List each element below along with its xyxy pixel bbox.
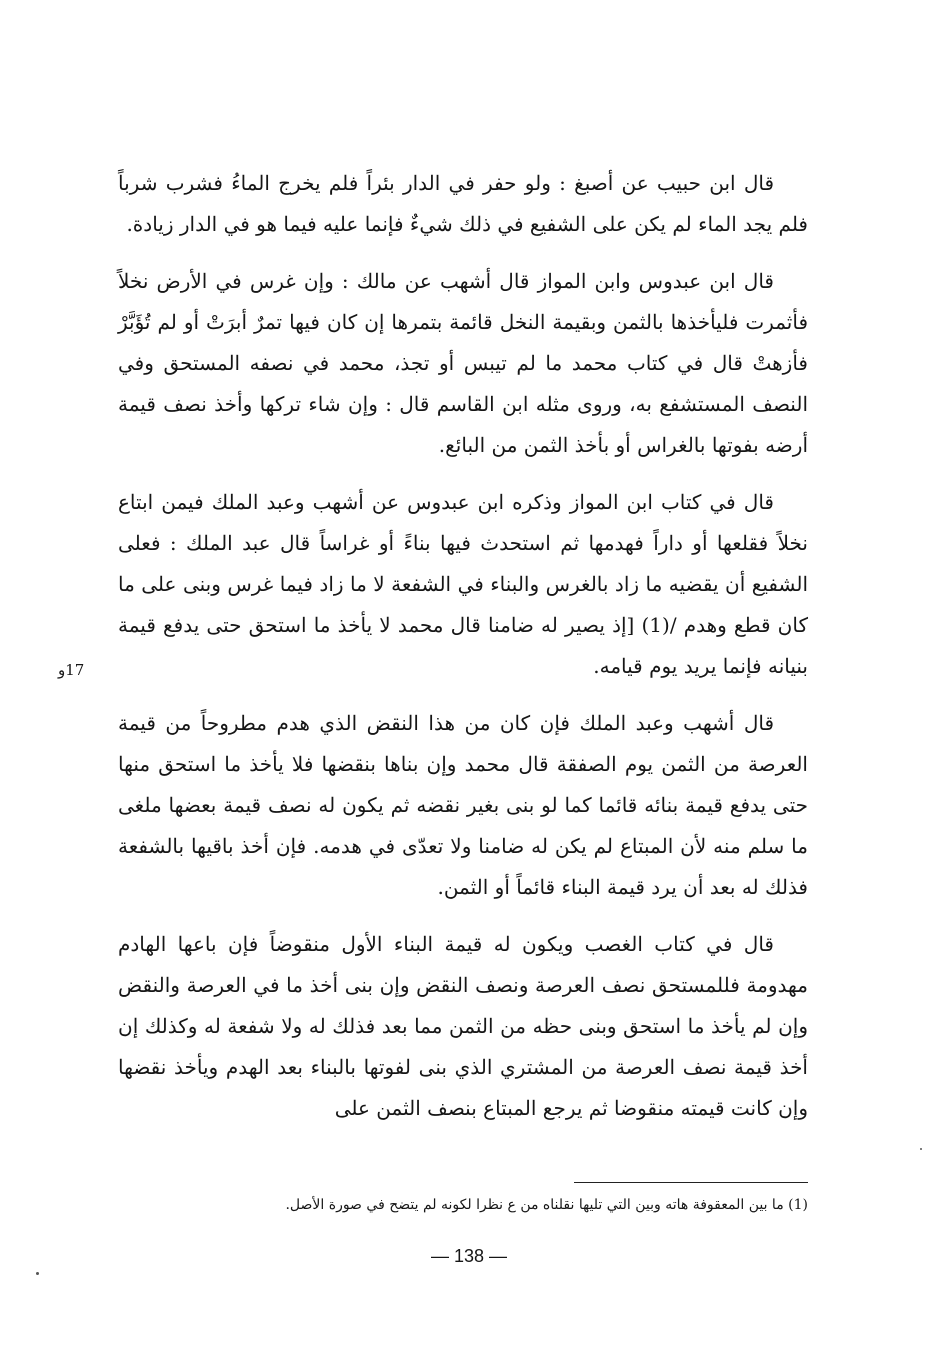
paragraph-5: قال في كتاب الغصب ويكون له قيمة البناء الأول منقوضاً فإن باعها الهادم مهدومة فللمستحق نصف العرصة ونصف النقض وإن بنى أخذ ما في العرصة والنقض وإن لم يأخذ ما استحق وبنى حظه من الثمن مما بعد فذلك له ولا شفعة له وكذلك إن أخذ قيمة نصف العرصة من المشتري الذي بنى لفوتها بالبناء بعد الهدم ويأخذ نقضها وإن كانت قيمته منقوضا ثم يرجع المبتاع بنصف الثمن على — [118, 932, 808, 1120]
body-text — [118, 163, 808, 1129]
scan-speck — [36, 1272, 39, 1275]
footnote-divider — [574, 1182, 808, 1183]
paragraph-1: قال ابن حبيب عن أصبغ : ولو حفر في الدار بئراً فلم يخرج الماءُ فشرب شرباً فلم يجد الماء لم يكن على الشفيع في ذلك شيءٌ فإنما عليه فيما هو في الدار زيادة. — [118, 171, 808, 236]
footnote: (1) ما بين المعقوفة هاته وبين التي تليها نقلناه من ع نظرا لكونه لم يتضح في صورة الأصل. — [285, 1197, 808, 1213]
paragraph-2: قال ابن عبدوس وابن المواز قال أشهب عن مالك : وإن غرس في الأرض نخلاً فأثمرت فليأخذها بالثمن وبقيمة النخل قائمة بتمرها إن كان فيها تمرٌ أبرَتْ أو لم تُؤَبَّرْ فأزهتْ قال في كتاب محمد ما لم تيبس أو تجذ، محمد في نصفه المستحق وفي النصف المستشفع به، وروى مثله ابن القاسم قال : وإن شاء تركها وأخذ نصف قيمة أرضه بفوتها بالغراس أو بأخذ الثمن من البائع. — [118, 269, 808, 457]
page-number: — 138 — — [430, 1246, 508, 1266]
paragraph-3: قال في كتاب ابن المواز وذكره ابن عبدوس عن أشهب وعبد الملك فيمن ابتاع نخلاً فقلعها أو داراً فهدمها ثم استحدث فيها بناءً أو غراساً قال عبد الملك : فعلى الشفيع أن يقضيه ما زاد بالغرس والبناء في الشفعة لا ما زاد فيما غرس وبنى على ما كان قطع وهدم /(1) [إذ يصير له ضامنا قال محمد لا يأخذ ما استحق حتى يدفع قيمة بنيانه فإنما يريد يوم قيامه. — [118, 490, 808, 678]
folio-margin-note: 17و — [58, 661, 85, 679]
scan-speck — [920, 1148, 922, 1150]
paragraph-4: قال أشهب وعبد الملك فإن كان من هذا النقض الذي هدم مطروحاً من قيمة العرصة من الثمن يوم الصفقة قال محمد وإن بناها بنقضها فلا يأخذ ما استحق منها حتى يدفع قيمة بنائه قائما كما لو بنى بغير نقضه ثم يكون له نصف قيمة بعضها ملغى ما سلم منه لأن المبتاع لم يكن له ضامنا ولا تعدّى في هدمه. فإن أخذ باقيها بالشفعة فذلك له بعد أن يرد قيمة البناء قائماً أو الثمن. — [118, 711, 808, 899]
